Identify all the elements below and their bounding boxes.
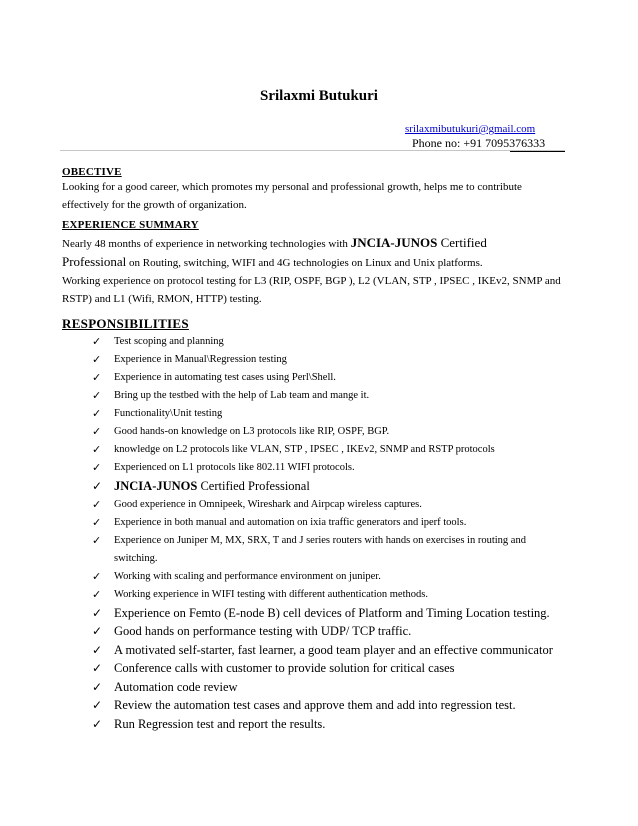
list-item: ✓ Review the automation test cases and approve them and add into regression test. bbox=[92, 696, 560, 715]
check-icon: ✓ bbox=[92, 389, 102, 402]
check-icon: ✓ bbox=[92, 515, 102, 529]
check-icon: ✓ bbox=[92, 642, 103, 657]
list-item: ✓ Bring up the testbed with the help of Lab team and mange it. bbox=[92, 387, 560, 405]
list-item: ✓ Conference calls with customer to provide solution for critical cases bbox=[92, 659, 560, 678]
check-icon: ✓ bbox=[92, 679, 103, 694]
check-icon: ✓ bbox=[92, 497, 102, 511]
list-item: ✓ Working experience in WIFI testing with different authentication methods. bbox=[92, 586, 560, 604]
list-item: ✓ Experience on Juniper M, MX, SRX, T and J series routers with hands on exercises in routing and switching. bbox=[92, 533, 526, 564]
list-item: ✓ Test scoping and planning bbox=[92, 333, 560, 351]
list-item: ✓ A motivated self-starter, fast learner, a good team player and an effective communicator bbox=[92, 641, 560, 660]
divider-line bbox=[60, 150, 565, 151]
email-link[interactable]: srilaxmibutukuri@gmail.com bbox=[405, 123, 536, 135]
exp-jncia: JNCIA-JUNOS bbox=[350, 235, 438, 250]
phone-number: Phone no: +91 7095376333 bbox=[412, 136, 546, 150]
exp-line2-rest: on Routing, switching, WIFI and 4G technologies on Linux and Unix platforms. bbox=[126, 257, 483, 269]
check-icon: ✓ bbox=[92, 624, 103, 638]
check-icon: ✓ bbox=[92, 605, 103, 620]
list-item: ✓ JNCIA-JUNOS Certified Professional bbox=[92, 477, 560, 496]
list-item: ✓ Experience in both manual and automation on ixia traffic generators and iperf tools. bbox=[92, 514, 560, 532]
list-item: ✓ Experience in Manual\Regression testing bbox=[92, 351, 560, 369]
candidate-name: Srilaxmi Butukuri bbox=[260, 88, 378, 104]
check-icon: ✓ bbox=[92, 407, 102, 420]
list-item: ✓ Experience on Femto (E-node B) cell devices of Platform and Timing Location testing. bbox=[92, 604, 560, 623]
check-icon: ✓ bbox=[92, 716, 103, 731]
check-icon: ✓ bbox=[92, 443, 102, 456]
check-icon: ✓ bbox=[92, 371, 102, 384]
check-icon: ✓ bbox=[92, 587, 102, 601]
check-icon: ✓ bbox=[92, 479, 103, 493]
check-icon: ✓ bbox=[92, 335, 102, 348]
list-item: ✓ Run Regression test and report the results. bbox=[92, 715, 560, 734]
responsibilities-heading: RESPONSIBILITIES bbox=[62, 316, 189, 331]
experience-heading: EXPERIENCE SUMMARY bbox=[62, 219, 199, 231]
list-item: ✓ Good hands on performance testing with UDP/ TCP traffic. bbox=[92, 622, 560, 641]
list-item: ✓ Automation code review bbox=[92, 678, 560, 697]
check-icon: ✓ bbox=[92, 533, 102, 547]
check-icon: ✓ bbox=[92, 461, 102, 474]
check-icon: ✓ bbox=[92, 698, 103, 712]
responsibilities-list bbox=[92, 333, 560, 733]
list-item: ✓ Good hands-on knowledge on L3 protocols like RIP, OSPF, BGP. bbox=[92, 423, 560, 441]
check-icon: ✓ bbox=[92, 353, 102, 366]
exp-line3: Working experience on protocol testing for L3 (RIP, OSPF, BGP ), L2 (VLAN, STP , IPSEC , IKEv2, SNMP and RSTP) and L1 (Wifi, RMON, HTTP) testing. bbox=[62, 275, 561, 305]
objective-heading: OBECTIVE bbox=[62, 166, 122, 178]
list-item: ✓ Functionality\Unit testing bbox=[92, 405, 560, 423]
exp-line1a: Nearly 48 months of experience in networking technologies with bbox=[62, 238, 351, 250]
jncia-bold: JNCIA-JUNOS bbox=[114, 479, 198, 493]
list-item: ✓ Working with scaling and performance environment on juniper. bbox=[92, 568, 560, 586]
objective-text: Looking for a good career, which promotes my personal and professional growth, helps me to contribute effectively for the growth of organization. bbox=[62, 181, 522, 211]
list-item: ✓ Good experience in Omnipeek, Wireshark and Airpcap wireless captures. bbox=[92, 496, 560, 514]
list-item: ✓ Experienced on L1 protocols like 802.11 WIFI protocols. bbox=[92, 459, 560, 477]
divider-line-dark bbox=[510, 151, 565, 152]
exp-line1b: Certified bbox=[437, 235, 487, 250]
list-item: ✓ knowledge on L2 protocols like VLAN, STP , IPSEC , IKEv2, SNMP and RSTP protocols bbox=[92, 441, 560, 459]
check-icon: ✓ bbox=[92, 425, 102, 438]
check-icon: ✓ bbox=[92, 569, 102, 583]
check-icon: ✓ bbox=[92, 661, 103, 675]
exp-line2-lg: Professional bbox=[62, 254, 127, 269]
experience-summary bbox=[62, 234, 562, 308]
list-item: ✓ Experience in automating test cases using Perl\Shell. bbox=[92, 369, 560, 387]
